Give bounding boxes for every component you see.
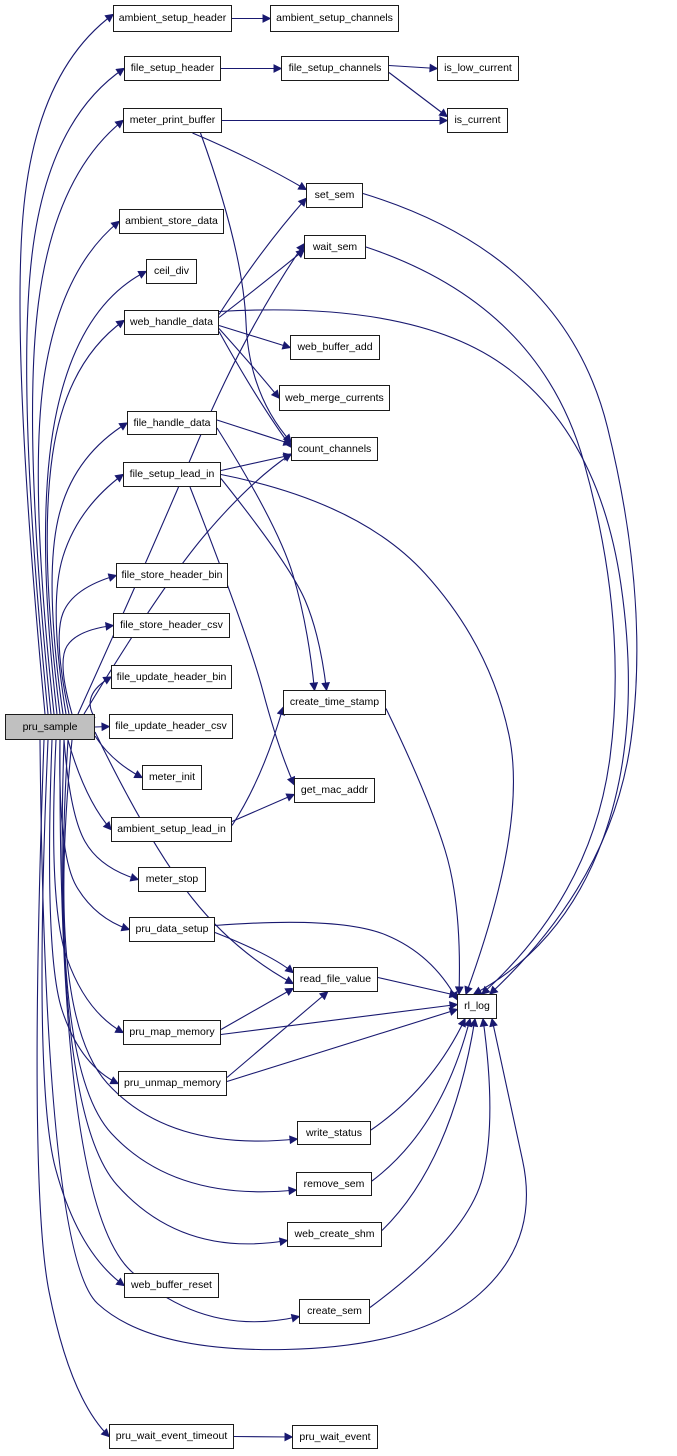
edge-pru_unmap_memory-to-rl_log	[227, 1010, 457, 1082]
edge-meter_print_buffer-to-set_sem	[193, 133, 307, 190]
edge-web_handle_data-to-web_buffer_add	[219, 326, 290, 348]
node-file_setup_channels[interactable]	[281, 56, 389, 81]
node-label: wait_sem	[312, 240, 358, 253]
edge-pru_map_memory-to-read_file_value	[221, 989, 293, 1030]
node-wait_sem[interactable]	[304, 235, 366, 259]
edge-ambient_setup_lead_in-to-get_mac_addr	[232, 795, 294, 822]
node-pru_data_setup[interactable]	[129, 917, 215, 942]
node-label: is_low_current	[444, 62, 512, 75]
node-label: pru_wait_event	[299, 1430, 371, 1443]
edge-web_handle_data-to-web_merge_currents	[219, 329, 279, 399]
node-label: web_merge_currents	[285, 391, 384, 404]
edge-pru_sample-to-file_store_header_csv	[63, 626, 113, 715]
node-meter_init[interactable]	[142, 765, 202, 790]
node-pru_sample[interactable]	[5, 714, 95, 740]
node-set_sem[interactable]	[306, 183, 363, 208]
node-label: pru_data_setup	[135, 923, 209, 936]
node-ambient_store_data[interactable]	[119, 209, 224, 234]
node-pru_unmap_memory[interactable]	[118, 1071, 227, 1096]
node-create_sem[interactable]	[299, 1299, 370, 1324]
edge-pru_sample-to-meter_init	[95, 736, 142, 778]
node-label: meter_print_buffer	[129, 114, 216, 127]
node-meter_print_buffer[interactable]	[123, 108, 222, 133]
node-file_store_header_csv[interactable]	[113, 613, 230, 638]
node-create_time_stamp[interactable]	[283, 690, 386, 715]
edge-web_handle_data-to-rl_log	[219, 310, 628, 994]
node-label: meter_init	[148, 771, 196, 784]
node-label: read_file_value	[299, 973, 372, 986]
node-web_merge_currents[interactable]	[279, 385, 390, 411]
edge-pru_sample-to-pru_wait_event_timeout	[37, 740, 109, 1437]
node-label: pru_unmap_memory	[124, 1077, 221, 1090]
node-write_status[interactable]	[297, 1121, 371, 1145]
node-label: web_create_shm	[294, 1228, 375, 1241]
edge-file_setup_channels-to-is_low_current	[389, 66, 437, 69]
node-file_store_header_bin[interactable]	[116, 563, 228, 588]
edge-pru_sample-to-ambient_setup_lead_in	[68, 740, 111, 830]
edge-file_setup_lead_in-to-rl_log	[221, 475, 513, 995]
edge-pru_sample-to-file_update_header_bin	[90, 677, 111, 718]
edge-wait_sem-to-rl_log	[366, 247, 615, 994]
node-rl_log[interactable]	[457, 994, 497, 1019]
edge-pru_sample-to-remove_sem	[63, 740, 296, 1192]
edge-write_status-to-rl_log	[371, 1019, 465, 1130]
node-label: create_sem	[307, 1305, 362, 1318]
node-label: ceil_div	[153, 265, 190, 278]
node-label: ambient_setup_header	[118, 12, 227, 25]
edge-ambient_setup_lead_in-to-create_time_stamp	[232, 708, 283, 826]
node-label: ambient_store_data	[125, 215, 218, 228]
node-label: file_update_header_csv	[115, 720, 227, 733]
node-count_channels[interactable]	[291, 437, 378, 461]
node-label: web_buffer_add	[297, 341, 373, 354]
node-web_buffer_add[interactable]	[290, 335, 380, 360]
node-label: file_update_header_bin	[116, 670, 227, 683]
node-file_update_header_csv[interactable]	[109, 714, 233, 739]
node-ambient_setup_header[interactable]	[113, 5, 232, 32]
node-is_low_current[interactable]	[437, 56, 519, 81]
edge-create_time_stamp-to-rl_log	[386, 709, 459, 995]
node-file_setup_lead_in[interactable]	[123, 462, 221, 487]
node-label: file_store_header_bin	[121, 569, 223, 582]
node-label: file_setup_header	[130, 62, 215, 75]
node-label: write_status	[305, 1126, 363, 1139]
node-label: remove_sem	[303, 1177, 365, 1190]
node-label: set_sem	[314, 189, 355, 202]
node-label: rl_log	[464, 1000, 490, 1013]
node-label: is_current	[454, 114, 501, 127]
node-ceil_div[interactable]	[146, 259, 197, 284]
node-pru_wait_event_timeout[interactable]	[109, 1424, 234, 1449]
edge-web_handle_data-to-set_sem	[219, 199, 306, 315]
edge-pru_data_setup-to-read_file_value	[215, 933, 293, 973]
edge-file_handle_data-to-create_time_stamp	[217, 428, 315, 690]
node-label: file_setup_lead_in	[129, 468, 215, 481]
node-label: ambient_setup_channels	[276, 12, 393, 25]
node-meter_stop[interactable]	[138, 867, 206, 892]
edge-web_handle_data-to-wait_sem	[219, 250, 304, 318]
node-label: file_handle_data	[133, 416, 211, 429]
edge-create_sem-to-rl_log	[370, 1019, 490, 1308]
node-label: file_setup_channels	[288, 62, 382, 75]
node-ambient_setup_lead_in[interactable]	[111, 817, 232, 842]
node-read_file_value[interactable]	[293, 967, 378, 992]
node-label: meter_stop	[145, 873, 199, 886]
node-get_mac_addr[interactable]	[294, 778, 375, 803]
node-label: pru_map_memory	[129, 1026, 215, 1039]
node-label: pru_sample	[22, 720, 78, 733]
node-label: count_channels	[297, 442, 372, 455]
node-label: get_mac_addr	[300, 784, 369, 797]
node-label: create_time_stamp	[289, 696, 380, 709]
node-pru_wait_event[interactable]	[292, 1425, 378, 1449]
node-file_handle_data[interactable]	[127, 411, 217, 435]
node-web_create_shm[interactable]	[287, 1222, 382, 1247]
node-label: web_handle_data	[130, 316, 213, 329]
edge-pru_unmap_memory-to-read_file_value	[227, 992, 328, 1078]
node-label: file_store_header_csv	[120, 619, 223, 632]
edge-set_sem-to-rl_log	[363, 194, 637, 995]
node-file_setup_header[interactable]	[124, 56, 221, 81]
node-is_current[interactable]	[447, 108, 508, 133]
edge-pru_sample-to-meter_print_buffer	[33, 121, 123, 715]
node-label: pru_wait_event_timeout	[115, 1430, 228, 1443]
node-label: ambient_setup_lead_in	[117, 823, 226, 836]
node-remove_sem[interactable]	[296, 1172, 372, 1196]
edge-remove_sem-to-rl_log	[372, 1019, 470, 1181]
edge-pru_wait_event_timeout-to-pru_wait_event	[234, 1437, 292, 1438]
node-web_buffer_reset[interactable]	[124, 1273, 219, 1298]
node-web_handle_data[interactable]	[124, 310, 219, 335]
node-label: web_buffer_reset	[131, 1279, 212, 1292]
node-pru_map_memory[interactable]	[123, 1020, 221, 1045]
edge-file_setup_lead_in-to-count_channels	[221, 455, 291, 471]
edge-pru_sample-to-web_create_shm	[62, 740, 287, 1244]
edge-pru_sample-to-ceil_div	[46, 272, 147, 715]
edge-pru_sample-to-file_setup_header	[27, 69, 124, 715]
node-ambient_setup_channels[interactable]	[270, 5, 399, 32]
edge-pru_sample-to-file_update_header_csv	[95, 727, 109, 728]
node-file_update_header_bin[interactable]	[111, 665, 232, 689]
